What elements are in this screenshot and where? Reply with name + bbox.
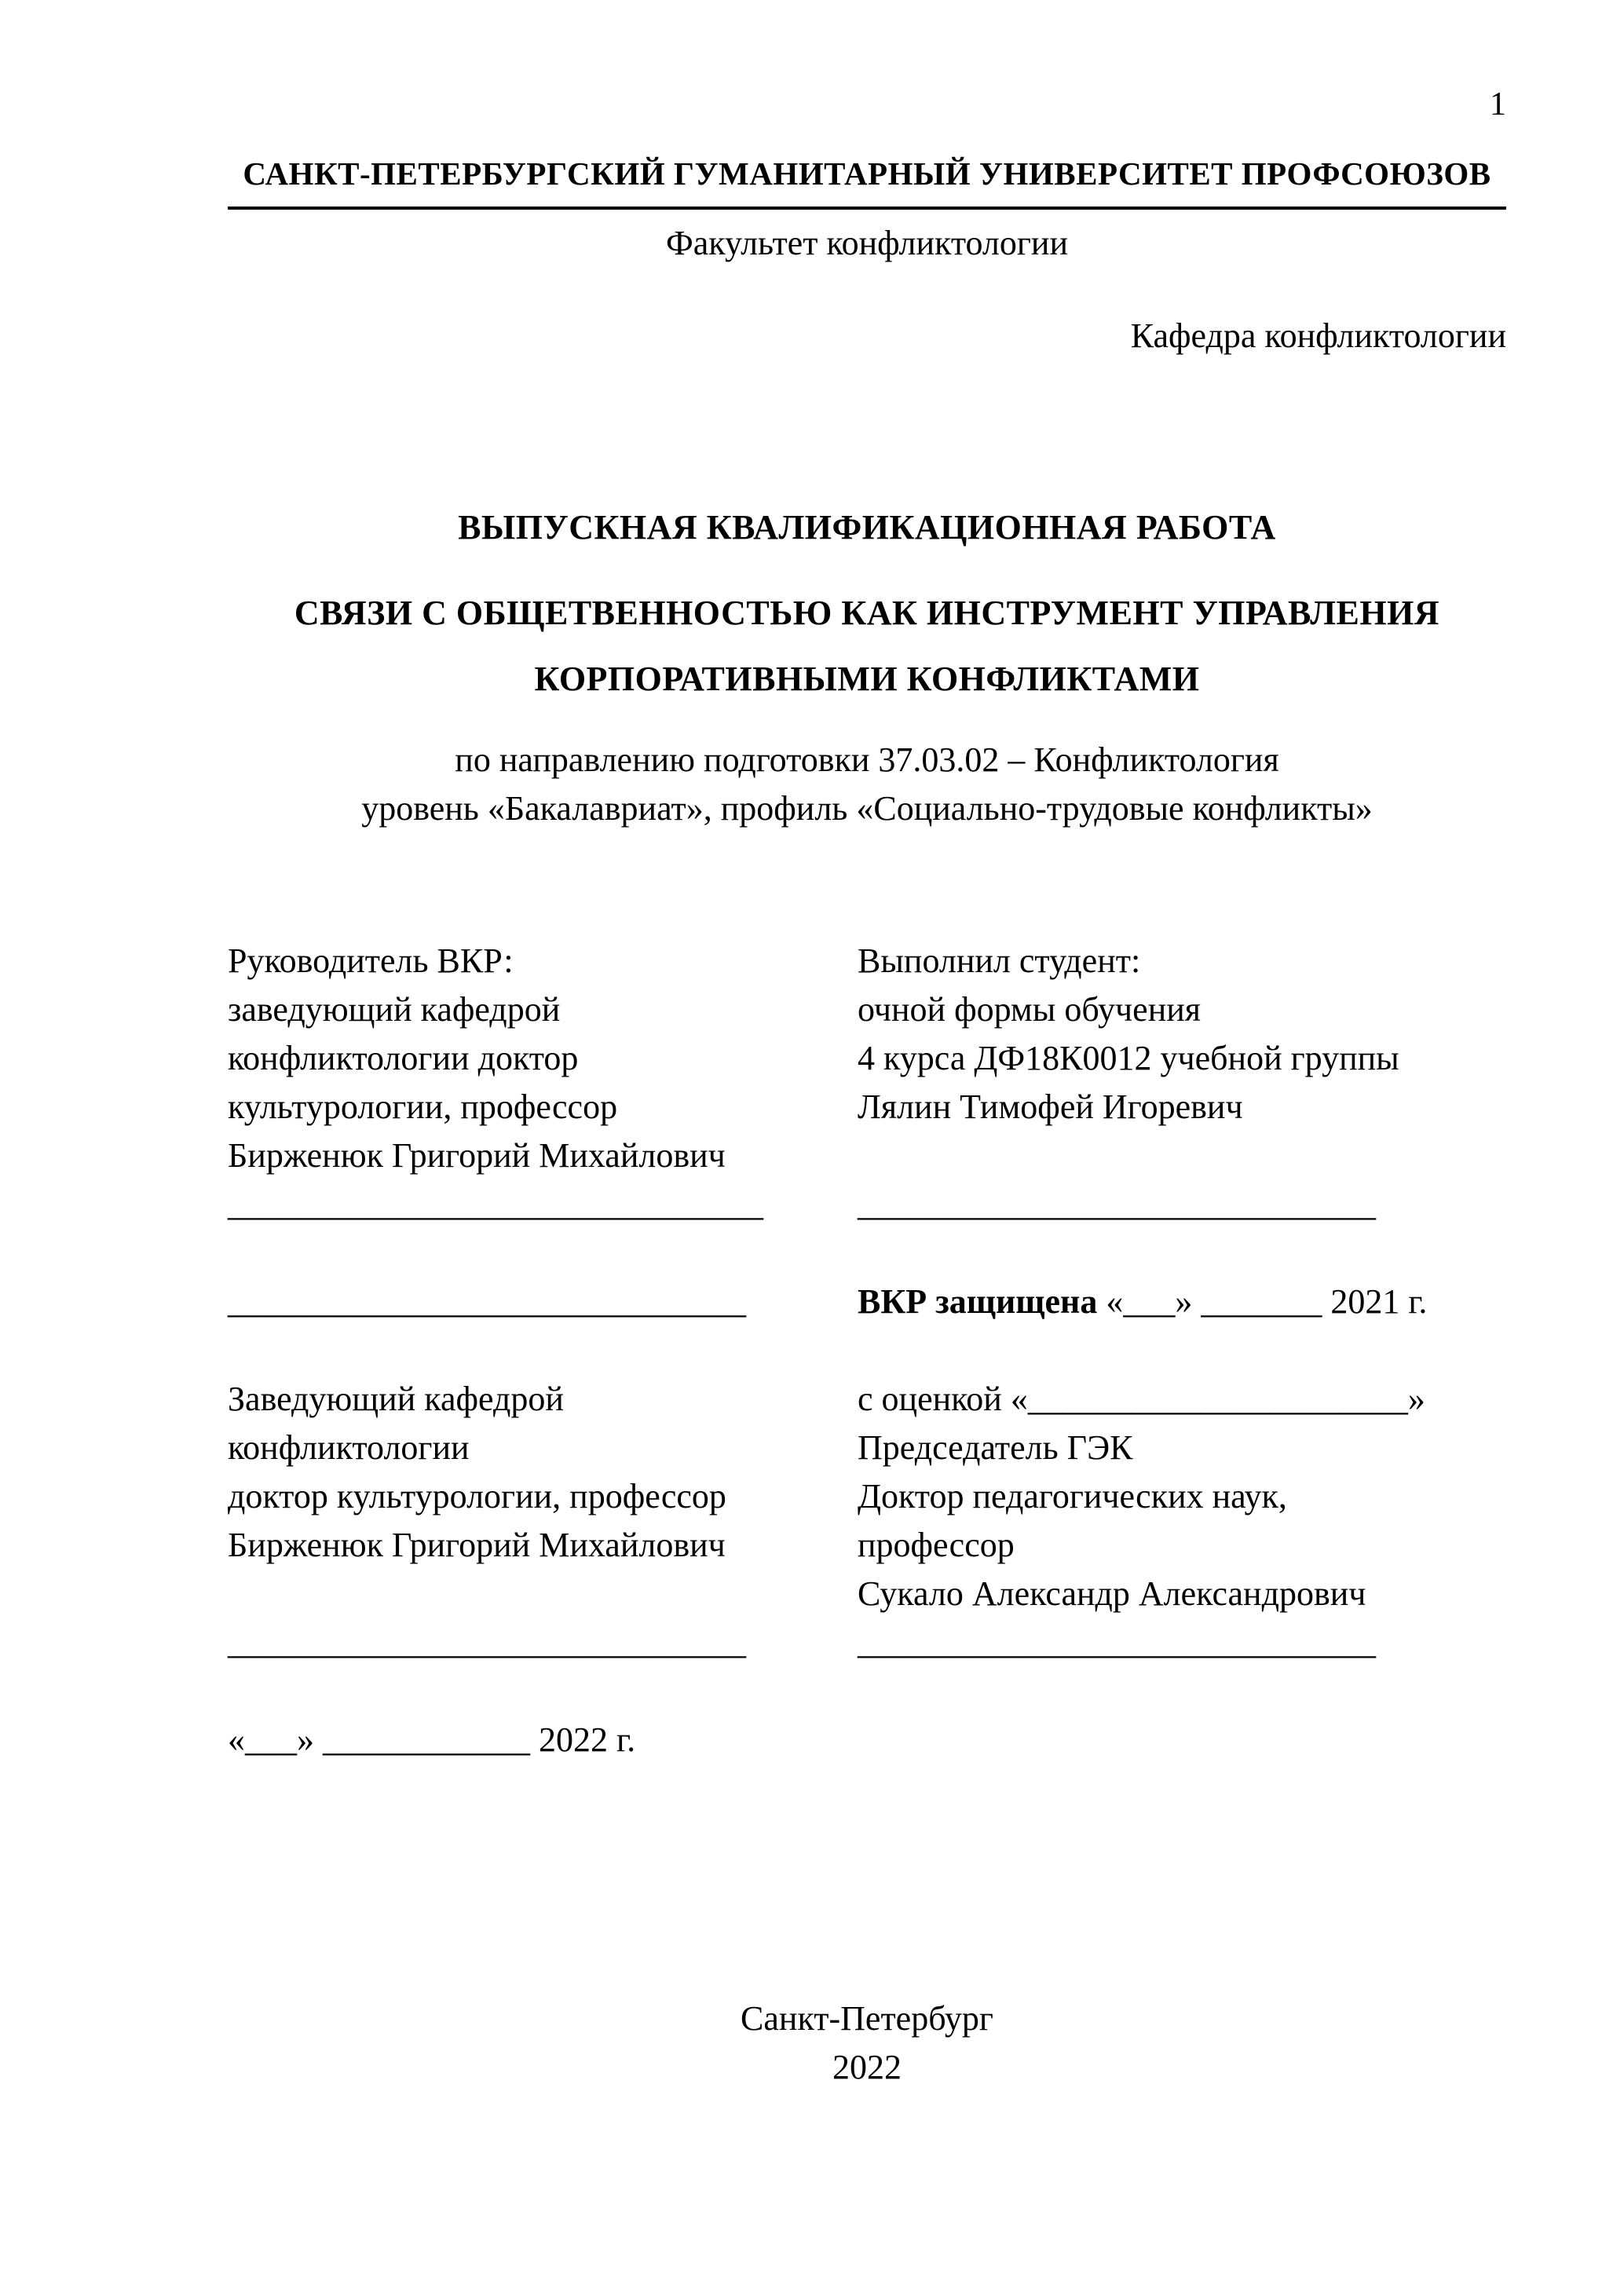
head-of-department-line2: конфликтологии bbox=[228, 1428, 470, 1467]
supervisor-signature-line-2: ______________________________ bbox=[228, 1282, 746, 1321]
student-study-form-line: очной формы обучения bbox=[858, 990, 1202, 1029]
defended-label: ВКР защищена bbox=[858, 1282, 1098, 1321]
chair-degree-line: Доктор педагогических наук, bbox=[858, 1477, 1287, 1515]
supervisor-signature-line-1: _______________________________ bbox=[228, 1185, 763, 1223]
head-of-department-line3: доктор культурологии, профессор bbox=[228, 1477, 726, 1515]
page-number: 1 bbox=[1490, 86, 1506, 122]
student-role-line: Выполнил студент: bbox=[858, 941, 1141, 980]
footer-city: Санкт-Петербург bbox=[741, 1999, 993, 2038]
approval-date-line: «___» ____________ 2022 г. bbox=[228, 1720, 636, 1759]
committee-chair-line: Председатель ГЭК bbox=[858, 1428, 1133, 1467]
program-line: по направлению подготовки 37.03.02 – Конфликтология bbox=[455, 740, 1279, 779]
supervisor-position-line3: культурологии, профессор bbox=[228, 1088, 618, 1126]
university-header: САНКТ-ПЕТЕРБУРГСКИЙ ГУМАНИТАРНЫЙ УНИВЕРСИТЕТ ПРОФСОЮЗОВ bbox=[228, 153, 1506, 210]
thesis-title bbox=[228, 580, 1506, 712]
head-of-department-line1: Заведующий кафедрой bbox=[228, 1380, 564, 1418]
footer bbox=[228, 1994, 1506, 2092]
student-signature-line: ______________________________ bbox=[858, 1185, 1376, 1223]
spacer-line bbox=[228, 1326, 858, 1375]
chair-name-line: Сукало Александр Александрович bbox=[858, 1574, 1366, 1613]
defended-date-blank: «___» _______ 2021 г. bbox=[1097, 1282, 1428, 1321]
spacer-line bbox=[228, 1570, 858, 1618]
chair-title-line: профессор bbox=[858, 1526, 1015, 1564]
supervisor-name-line: Бирженюк Григорий Михайлович bbox=[228, 1136, 726, 1175]
footer-year: 2022 bbox=[832, 2048, 902, 2086]
document-content bbox=[228, 153, 1506, 1764]
spacer-line bbox=[858, 1132, 1506, 1180]
supervisor-position-line2: конфликтологии доктор bbox=[228, 1039, 579, 1077]
student-name-line: Лялин Тимофей Игоревич bbox=[858, 1088, 1243, 1126]
spacer-line bbox=[858, 1326, 1506, 1375]
spacer-line bbox=[228, 1229, 858, 1278]
thesis-title-line1: СВЯЗИ С ОБЩЕТВЕННОСТЬЮ КАК ИНСТРУМЕНТ УПРАВЛЕНИЯ bbox=[294, 594, 1440, 632]
supervisor-column bbox=[228, 937, 858, 1764]
work-type-title: ВЫПУСКНАЯ КВАЛИФИКАЦИОННАЯ РАБОТА bbox=[458, 508, 1276, 547]
signature-columns bbox=[228, 937, 1506, 1764]
defended-line bbox=[858, 1278, 1506, 1326]
chair-signature-line: ______________________________ bbox=[858, 1623, 1376, 1662]
level-line: уровень «Бакалавриат», профиль «Социально-трудовые конфликты» bbox=[361, 789, 1373, 828]
grade-line: с оценкой «______________________» bbox=[858, 1380, 1425, 1418]
head-signature-line: ______________________________ bbox=[228, 1623, 746, 1662]
supervisor-position-line1: заведующий кафедрой bbox=[228, 990, 561, 1029]
student-group-line: 4 курса ДФ18К0012 учебной группы bbox=[858, 1039, 1399, 1077]
supervisor-role-line: Руководитель ВКР: bbox=[228, 941, 514, 980]
spacer-line bbox=[228, 1667, 858, 1716]
thesis-title-line2: КОРПОРАТИВНЫМИ КОНФЛИКТАМИ bbox=[534, 660, 1200, 698]
department-line: Кафедра конфликтологии bbox=[1130, 316, 1506, 355]
spacer-line bbox=[858, 1229, 1506, 1278]
faculty-line: Факультет конфликтологии bbox=[665, 224, 1068, 262]
head-of-department-name-line: Бирженюк Григорий Михайлович bbox=[228, 1526, 726, 1564]
student-column bbox=[858, 937, 1506, 1764]
